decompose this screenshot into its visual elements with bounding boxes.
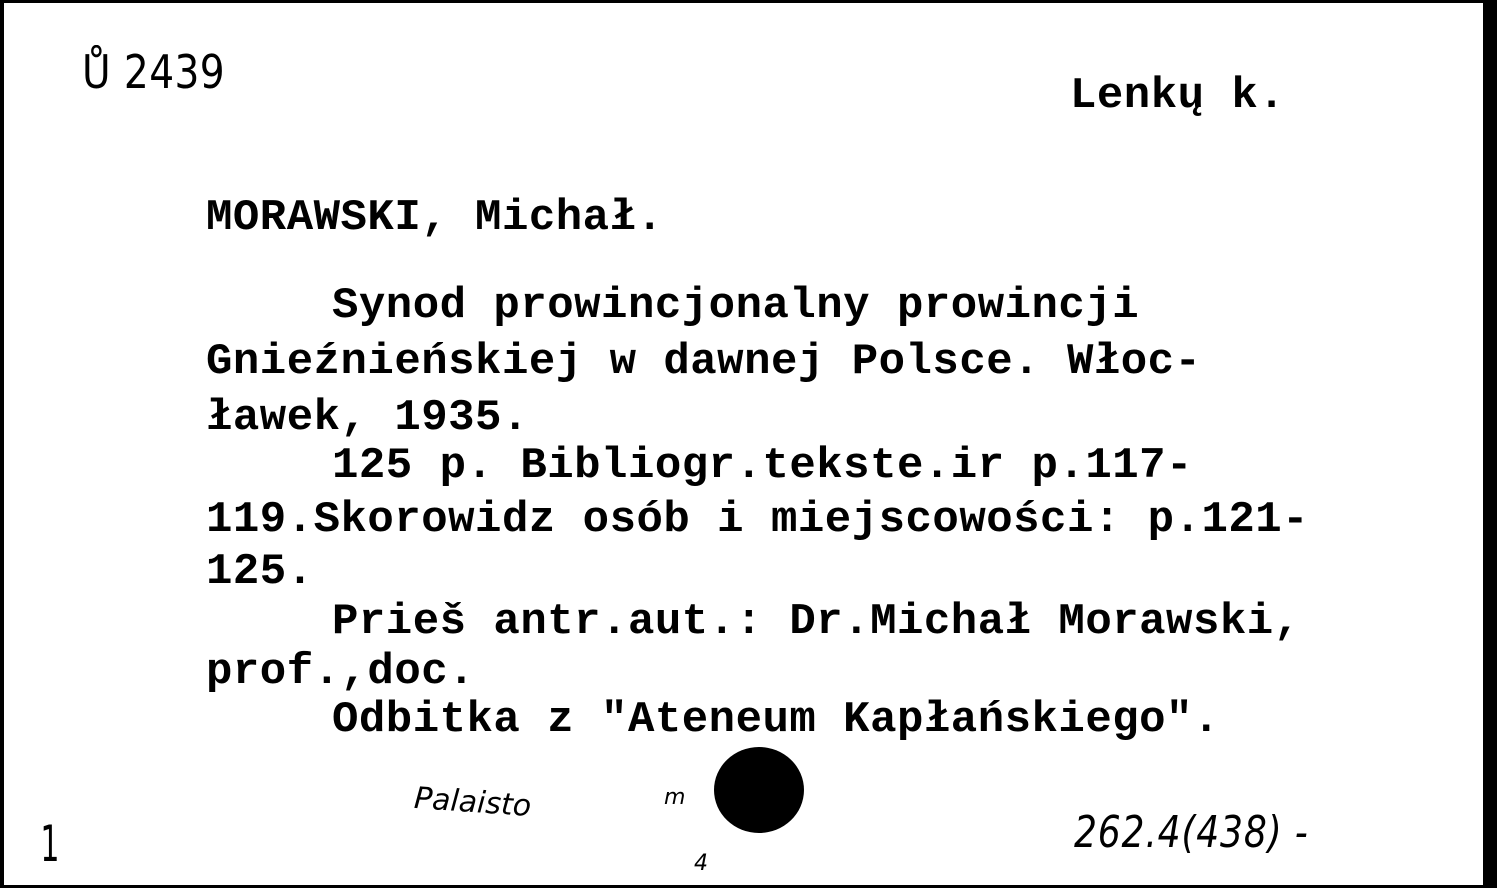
note-line: prof.,doc. — [206, 647, 476, 697]
collation-line: 119.Skorowidz osób i miejscowości: p.121- — [206, 495, 1310, 545]
collation-line: 125. — [206, 547, 314, 597]
title-line: Gnieźnieńskiej w dawnej Polsce. Włoc- — [206, 337, 1202, 387]
title-line: Synod prowincjonalny prowincji — [332, 281, 1140, 331]
classification-number: 262.4(438) - — [1074, 807, 1309, 858]
collection-label: Lenkų k. — [1070, 71, 1286, 121]
note-line: Odbitka z "Ateneum Kapłańskiego". — [332, 695, 1220, 745]
call-number: Ů 2439 — [82, 45, 226, 99]
collation-line: 125 p. Bibliogr.tekste.ir p.117- — [332, 441, 1193, 491]
title-line: ławek, 1935. — [206, 393, 529, 443]
punch-hole — [714, 747, 804, 833]
handwritten-note: Palaisto — [412, 780, 533, 825]
author-heading: MORAWSKI, Michał. — [206, 193, 664, 243]
handwritten-mark: 4 — [694, 851, 708, 876]
note-line: Prieš antr.aut.: Dr.Michał Morawski, — [332, 597, 1301, 647]
handwritten-mark: m — [664, 785, 686, 810]
card-edge — [1483, 3, 1497, 885]
margin-number: 1 — [40, 815, 60, 873]
